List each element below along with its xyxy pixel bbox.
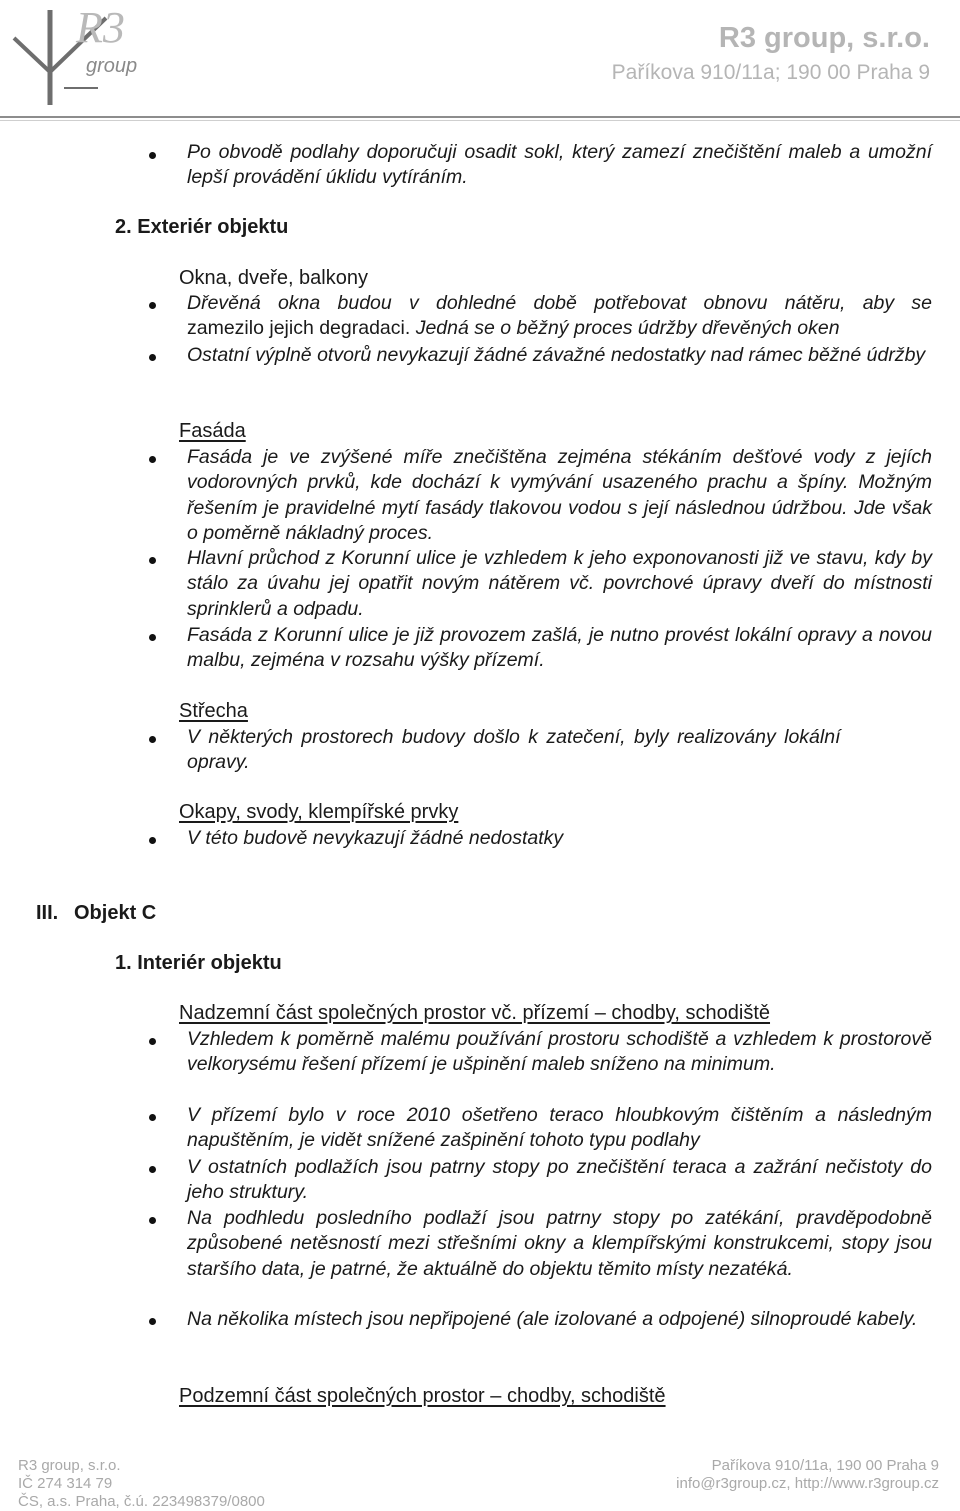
bullet-icon — [149, 302, 156, 309]
header-company-name: R3 group, s.r.o. — [718, 22, 930, 54]
section-heading-exterior: 2. Exteriér objektu — [115, 216, 289, 238]
paragraph-podhled: Na podhledu posledního podlaží jsou patrny stopy po zatékání, pravděpodobně způsobené netěsností mezi střešními okny a klempířskými konstrukcemi, stopy jsou staršího data, je patrné, že aktuálně do objektu těmito místy nezatéká. — [187, 1207, 932, 1280]
subheading-strecha: Střecha — [179, 700, 248, 722]
paragraph-fasada-znecisteni: Fasáda je ve zvýšené míře znečištěna zejména stékáním dešťové vody z jejích vodorovných prvků, kde dochází k vymývání usazeného prachu a špíny. Možným řešením je pravidelné mytí fasády tlakovou vodou s její následnou údržbou. Jde však o poměrně nákladný proces. — [187, 446, 932, 545]
footer-company: R3 group, s.r.o. — [18, 1457, 121, 1474]
header-address: Paříkova 910/11a; 190 00 Praha 9 — [611, 61, 930, 84]
footer-contact: info@r3group.cz, http://www.r3group.cz — [676, 1475, 939, 1492]
paragraph-okapy — [187, 826, 932, 851]
paragraph-okna-line1: Dřevěná okna budou v dohledné době potřebovat obnovu nátěru, aby se — [187, 292, 932, 314]
bullet-icon — [149, 1166, 156, 1173]
paragraph-okna-line2b: Jedná se o běžný proces údržby dřevěných oken — [410, 317, 840, 340]
subheading-okapy: Okapy, svody, klempířské prvky — [179, 801, 459, 823]
bullet-icon — [149, 354, 156, 361]
subheading-podzemni: Podzemní část společných prostor – chodby, schodiště — [179, 1385, 666, 1407]
paragraph-strecha-line2: opravy. — [187, 751, 250, 774]
paragraph-vzhledem: Vzhledem k poměrně malému používání prostoru schodiště a vzhledem k prostorově velkorysému řešení přízemí je ušpinění maleb sníženo na minimum. — [187, 1028, 932, 1076]
bullet-icon — [149, 1217, 156, 1224]
paragraph-strecha-line1: V některých prostorech budovy došlo k zatečení, byly realizovány lokální — [187, 726, 841, 748]
logo-text: R3 — [76, 3, 125, 52]
bullet-icon — [149, 837, 156, 844]
bullet-icon — [149, 456, 156, 463]
paragraph-kabely: Na několika místech jsou nepřipojené (ale izolované a odpojené) silnoproudé kabely. — [187, 1308, 918, 1330]
bullet-icon — [149, 1114, 156, 1121]
paragraph-strecha — [187, 725, 932, 776]
paragraph-okna — [187, 291, 932, 342]
header-divider — [0, 116, 960, 118]
section-heading-interior: 1. Interiér objektu — [115, 952, 282, 974]
bullet-icon — [149, 634, 156, 641]
subheading-fasada: Fasáda — [179, 420, 246, 442]
paragraph-vyplne: Ostatní výplně otvorů nevykazují žádné závažné nedostatky nad rámec běžné údržby — [187, 344, 926, 366]
subheading-okna: Okna, dveře, balkony — [179, 267, 368, 289]
footer-bank: ČS, a.s. Praha, č.ú. 223498379/0800 — [18, 1493, 265, 1510]
paragraph-okapy-line: V této budově nevykazují žádné nedostatky — [187, 827, 564, 849]
bullet-icon — [149, 557, 156, 564]
header-divider-thin — [0, 120, 960, 121]
section-number-iii: III. — [36, 902, 59, 924]
paragraph-hlavni-pruchod: Hlavní průchod z Korunní ulice je vzhledem k jeho exponovanosti již ve stavu, kdy by stálo za úvahu jej opatřit novým nátěrem vč. povrchové úpravy dveří do místnosti sprinklerů a odpadu. — [187, 547, 932, 620]
bullet-icon — [149, 736, 156, 743]
subheading-nadzemni: Nadzemní část společných prostor vč. přízemí – chodby, schodiště — [179, 1002, 771, 1024]
paragraph-ostatni-podlazi: V ostatních podlažích jsou patrny stopy po znečištění teraca a zažrání nečistoty do jeho struktury. — [187, 1156, 932, 1204]
paragraph-okna-line2a: zamezilo jejich degradaci. — [187, 317, 411, 340]
section-heading-objekt-c: Objekt C — [74, 902, 157, 924]
footer-ico: IČ 274 314 79 — [18, 1475, 113, 1492]
bullet-icon — [149, 1038, 156, 1045]
r3-group-logo — [6, 0, 166, 110]
paragraph-sokl: Po obvodě podlahy doporučuji osadit sokl, který zamezí znečištění maleb a umožní lepší provádění úklidu vytíráním. — [187, 141, 932, 189]
paragraph-fasada-korunni: Fasáda z Korunní ulice je již provozem zašlá, je nutno provést lokální opravy a novou malbu, zejména v rozsahu výšky přízemí. — [187, 624, 932, 672]
paragraph-teraco: V přízemí bylo v roce 2010 ošetřeno teraco hloubkovým čištěním a následným napuštěním, je vidět snížené zašpinění tohoto typu podlahy — [187, 1104, 932, 1152]
bullet-icon — [149, 1318, 156, 1325]
logo-subtext: group — [86, 55, 138, 77]
bullet-icon — [149, 152, 156, 159]
footer-address: Paříkova 910/11a, 190 00 Praha 9 — [711, 1457, 939, 1474]
